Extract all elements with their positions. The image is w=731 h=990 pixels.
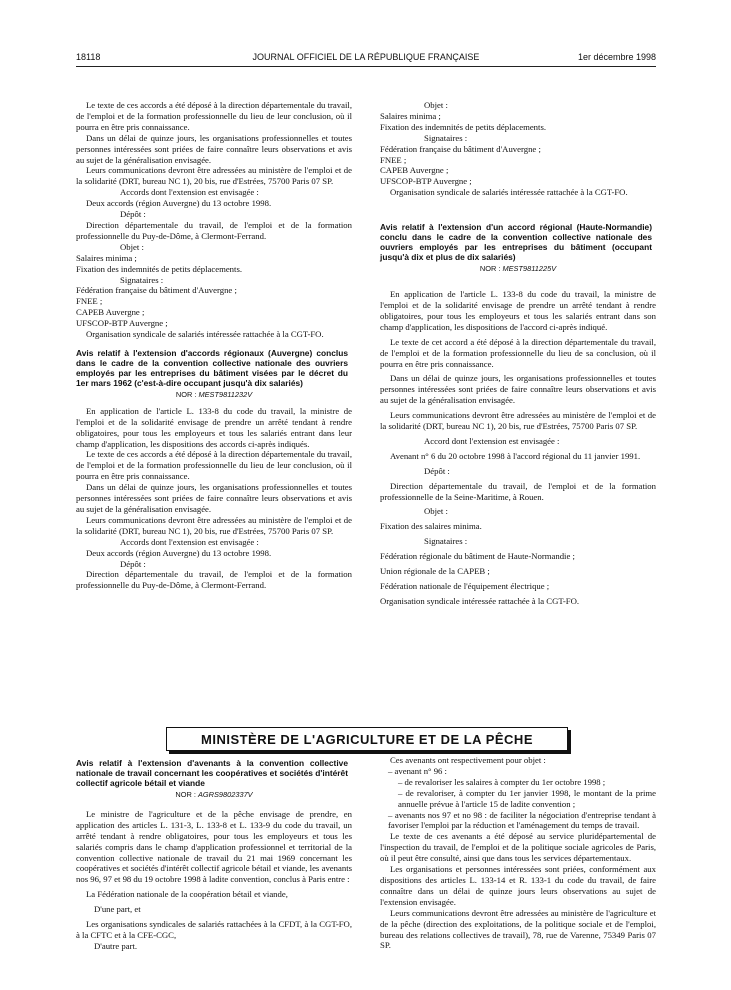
list-item: Organisation syndicale de salariés intéressée rattachée à la CGT-FO. xyxy=(390,187,628,198)
list-item: Fixation des indemnités de petits déplacements. xyxy=(380,121,546,132)
label: Dépôt : xyxy=(424,465,450,476)
paragraph: Leurs communications devront être adressées au ministère de l'emploi et de la solidarité (DRT, bureau NC 1), 20 bis, rue d'Estrées, 75700 Paris 07 SP. xyxy=(76,165,352,187)
list-item: Fédération nationale de l'équipement électrique ; xyxy=(380,581,550,591)
nor-label: NOR : xyxy=(479,264,501,274)
label: Signataires : xyxy=(120,274,164,285)
issue-date: 1er décembre 1998 xyxy=(577,52,656,62)
paragraph: Deux accords (région Auvergne) du 13 octobre 1998. xyxy=(86,547,272,558)
paragraph: Direction départementale du travail, de l'emploi et de la formation professionnelle du Puy-de-Dôme, à Clermont-Ferrand. xyxy=(76,569,352,591)
nor-reference xyxy=(76,390,352,401)
list-item: Fixation des salaires minima. xyxy=(380,521,482,532)
list-item: Organisation syndicale de salariés intéressée rattachée à la CGT-FO. xyxy=(86,329,324,340)
page-number: 18118 xyxy=(76,52,101,62)
paragraph: Le texte de cet accord a été déposé à la direction départementale du travail, de l'emploi et de la formation professionnelle du lieu de sa conclusion, où il pourra en être pris connaissance. xyxy=(380,336,656,369)
nor-label: NOR : xyxy=(175,790,196,799)
right-column-lower xyxy=(380,755,656,951)
paragraph: Ces avenants ont respectivement pour objet : xyxy=(390,755,546,765)
label: Dépôt : xyxy=(120,209,146,220)
list-item: Fixation des indemnités de petits déplacements. xyxy=(76,263,242,274)
list-item: CAPEB Auvergne ; xyxy=(76,307,145,318)
list-item: Union régionale de la CAPEB ; xyxy=(380,566,490,577)
paragraph: Leurs communications devront être adressées au ministère de l'agriculture et de la pêche (direction des exploitations, de la politique sociale et de l'emploi, bureau des relations collectives de travail), 78, rue de Varenne, 75349 Paris 07 SP. xyxy=(380,907,656,951)
nor-reference xyxy=(76,790,352,801)
label: Objet : xyxy=(424,506,448,517)
label: Signataires : xyxy=(424,536,468,547)
left-column-lower xyxy=(76,750,352,952)
paragraph: Les organisations syndicales de salariés rattachées à la CFDT, à la CGT-FO, à la CFTC et à la CFE-CGC, xyxy=(76,919,352,940)
list-item: FNEE ; xyxy=(380,154,407,165)
paragraph: En application de l'article L. 133-8 du code du travail, la ministre de l'emploi et de la solidarité envisage de prendre un arrêté tendant à rendre obligatoires, pour tous les employeurs et tous les salariés entrant dans son champ d'application, les dispositions de l'accord ci-après indiqué. xyxy=(380,289,656,332)
notice-title: Avis relatif à l'extension d'accords régionaux (Auvergne) conclus dans le cadre de la convention collective nationale des ouvriers employés par les entreprises du bâtiment visées par le décret du 1er mars 1962 (c'est-à-dire occupant jusqu'à dix salariés) xyxy=(76,347,348,388)
ministry-heading: MINISTÈRE DE L'AGRICULTURE ET DE LA PÊCHE xyxy=(166,727,568,751)
paragraph: La Fédération nationale de la coopération bétail et viande, xyxy=(86,889,288,900)
label: Signataires : xyxy=(424,132,468,143)
paragraph: Avenant n° 6 du 20 octobre 1998 à l'accord régional du 11 janvier 1991. xyxy=(390,450,641,461)
list-item: – avenants nos 97 et no 98 : de faciliter la négociation d'entreprise tendant à favoriser l'emploi par la réduction et l'aménagement du temps de travail. xyxy=(388,809,656,831)
paragraph: Dans un délai de quinze jours, les organisations professionnelles et toutes personnes intéressées sont priées de faire connaître leurs observations et avis au sujet de la généralisation envisagée. xyxy=(380,373,656,406)
paragraph: Le texte de ces accords a été déposé à la direction départementale du travail, de l'emploi et de la formation professionnelle du lieu de leur conclusion, où il pourra en être pris connaissance. xyxy=(76,449,352,482)
right-column xyxy=(380,100,656,607)
label: Objet : xyxy=(120,241,144,252)
paragraph: Leurs communications devront être adressées au ministère de l'emploi et de la solidarité (DRT, bureau NC 1), 20 bis, rue d'Estrées, 75700 Paris 07 SP. xyxy=(76,514,352,536)
label: Accords dont l'extension est envisagée : xyxy=(120,187,259,198)
paragraph: Le texte de ces accords a été déposé à la direction départementale du travail, de l'emploi et de la formation professionnelle du lieu de leur conclusion, où il pourra en être pris connaissance. xyxy=(76,100,352,132)
paragraph: Dans un délai de quinze jours, les organisations professionnelles et toutes personnes intéressées sont priées de faire connaître leurs observations et avis au sujet de la généralisation envisagée. xyxy=(76,482,352,514)
page-header xyxy=(76,52,656,66)
list-item: Salaires minima ; xyxy=(76,252,137,263)
nor-code: AGRS9802337V xyxy=(197,790,253,799)
left-column xyxy=(76,100,352,591)
list-item: Fédération française du bâtiment d'Auvergne ; xyxy=(380,143,541,154)
paragraph: Les organisations et personnes intéressées sont priées, conformément aux dispositions des articles L. 133-14 et R. 133-1 du code du travail, de faire connaître dans un délai de quinze jours leurs observations au sujet de l'extension envisagée. xyxy=(380,864,656,907)
paragraph: Direction départementale du travail, de l'emploi et de la formation professionnelle de la Seine-Maritime, à Rouen. xyxy=(380,480,656,502)
list-item: – avenant n° 96 : xyxy=(388,765,447,776)
list-item: CAPEB Auvergne ; xyxy=(380,165,449,176)
list-item: Fédération régionale du bâtiment de Haute-Normandie ; xyxy=(380,551,575,562)
paragraph: En application de l'article L. 133-8 du code du travail, la ministre de l'emploi et de la solidarité envisage de prendre un arrêté tendant à rendre obligatoires, pour tous les employeurs et tous les salariés entrant dans leur champ d'application, les dispositions des accords ci-après indiqués. xyxy=(76,405,352,449)
journal-title: JOURNAL OFFICIEL DE LA RÉPUBLIQUE FRANÇAISE xyxy=(252,52,480,62)
paragraph: Dans un délai de quinze jours, les organisations professionnelles et toutes personnes intéressées sont priées de faire connaître leurs observations et avis au sujet de la généralisation envisagée. xyxy=(76,132,352,165)
list-item: – de revaloriser, à compter du 1er janvier 1998, le montant de la prime annuelle prévue à l'article 15 de ladite convention ; xyxy=(398,787,656,809)
list-item: Fédération française du bâtiment d'Auvergne ; xyxy=(76,285,237,296)
notice-title: Avis relatif à l'extension d'avenants à la convention collective nationale de travail concernant les coopératives et sociétés d'intérêt collectif agricole bétail et viande xyxy=(76,758,348,788)
label: Accord dont l'extension est envisagée : xyxy=(424,435,560,446)
list-item: Organisation syndicale intéressée rattachée à la CGT-FO. xyxy=(380,595,580,606)
list-item: UFSCOP-BTP Auvergne ; xyxy=(76,318,168,329)
paragraph: Direction départementale du travail, de l'emploi et de la formation professionnelle du Puy-de-Dôme, à Clermont-Ferrand. xyxy=(76,219,352,241)
paragraph: Le ministre de l'agriculture et de la pêche envisage de prendre, en application des articles L. 131-3, L. 133-8 et L. 133-9 du code du travail, un arrêté tendant à rendre obligatoires, pour tous les employeurs et tous les salariés compris dans le champ d'application professionnel et territorial de la convention collective nationale de travail du 21 mai 1969 concernant les coopératives et sociétés d'intérêt collectif agricole bétail et viande, les avenants nos 96, 97 et 98 du 19 octobre 1998 à ladite convention, conclus à Paris entre : xyxy=(76,808,352,885)
label: Objet : xyxy=(424,100,448,110)
list-item: Salaires minima ; xyxy=(380,110,441,121)
paragraph: D'une part, et xyxy=(94,904,141,915)
paragraph: Deux accords (région Auvergne) du 13 octobre 1998. xyxy=(86,198,272,209)
notice-title: Avis relatif à l'extension d'un accord régional (Haute-Normandie) conclu dans le cadre de la convention collective nationale des ouvriers employés par les entreprises du bâtiment (occupant jusqu'à dix et plus de dix salariés) xyxy=(380,222,652,263)
nor-label: NOR : xyxy=(175,389,197,399)
paragraph: Le texte de ces avenants a été déposé au service pluridépartemental de l'inspection du travail, de l'emploi et de la politique sociale agricoles de Paris, où il peut être consulté, ainsi que dans tous les services départementaux. xyxy=(380,831,656,864)
list-item: – de revaloriser les salaires à compter du 1er octobre 1998 ; xyxy=(398,776,606,787)
paragraph: Leurs communications devront être adressées au ministère de l'emploi et de la solidarité (DRT, bureau NC 1), 20 bis, rue d'Estrées, 75700 Paris 07 SP. xyxy=(380,410,656,432)
nor-code: MEST9811232V xyxy=(198,389,253,399)
label: Dépôt : xyxy=(120,558,146,569)
list-item: UFSCOP-BTP Auvergne ; xyxy=(380,176,472,187)
label: Accords dont l'extension est envisagée : xyxy=(120,536,259,547)
nor-code: MEST9811225V xyxy=(502,264,557,274)
list-item: FNEE ; xyxy=(76,296,103,307)
header-rule xyxy=(76,66,656,67)
nor-reference xyxy=(380,264,656,275)
paragraph: D'autre part. xyxy=(94,940,138,951)
